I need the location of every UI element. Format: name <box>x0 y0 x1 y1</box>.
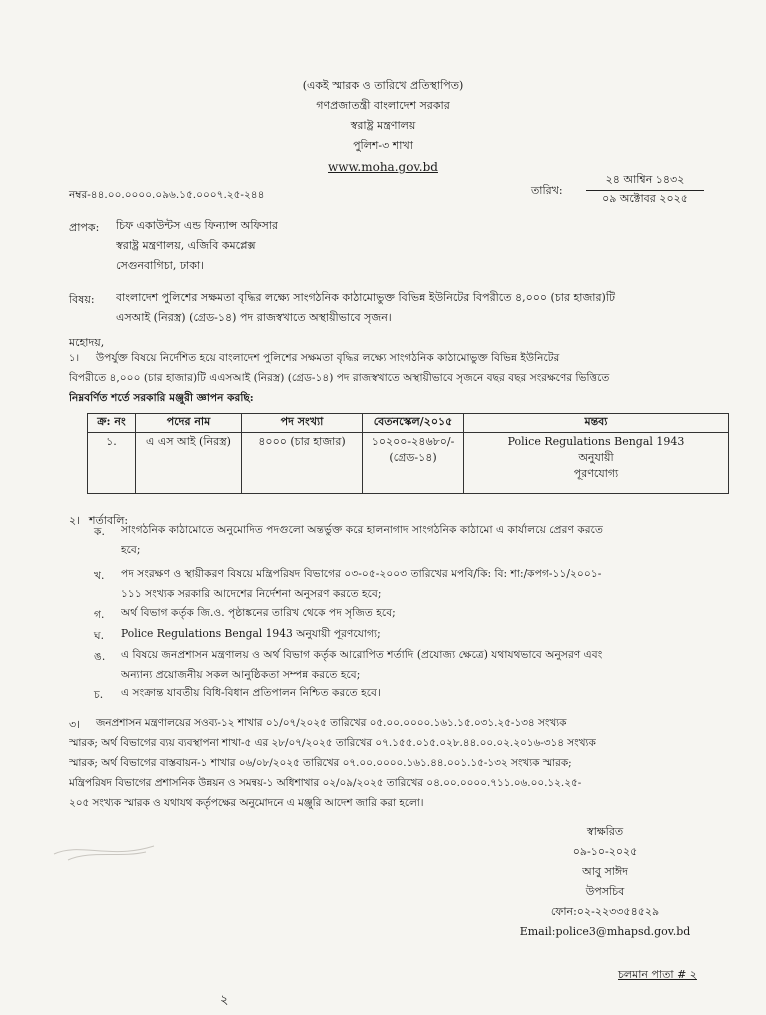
recipient-line: চিফ একাউন্টস এন্ড ফিন্যান্স অফিসার <box>116 219 279 232</box>
subject-label: বিষয়: <box>69 293 95 306</box>
condition-line: অর্থ বিভাগ কর্তৃক জি.ও. পৃষ্ঠাঙ্কনের তারিখ থেকে পদ সৃজিত হবে; <box>121 606 396 619</box>
paragraph-line: বিপরীতে ৪,০০০ (চার হাজার)টি এএসআই (নিরস্ত্র) (গ্রেড-১৪) পদ রাজস্বখাতে অস্থায়ীভাবে সৃজনে বছর বছর সংরক্ষণের ভিত্তিতে <box>69 372 610 384</box>
paragraph-number: ১। <box>69 353 80 364</box>
paragraph-line: মন্ত্রিপরিষদ বিভাগের প্রশাসনিক উন্নয়ন ও সমন্বয়-১ অধিশাখার ০২/০৯/২০২৫ তারিখের ০৪.০০.০০০০.৭১১.০৬.০০.১২.২৫- <box>69 777 582 789</box>
condition-line: সাংগঠনিক কাঠামোতে অনুমোদিত পদগুলো অন্তর্ভুক্ত করে হালনাগাদ সাংগঠনিক কাঠামো এ কার্যালয়ে প্রেরণ করতে <box>121 523 603 536</box>
condition-line: হবে; <box>121 543 141 556</box>
conditions-title: শর্তাবলি: <box>89 514 129 527</box>
cell-pay-scale <box>363 433 464 494</box>
condition-label: খ. <box>94 569 105 582</box>
condition-line: Police Regulations Bengal 1943 অনুযায়ী পূরণযোগ্য; <box>121 627 381 640</box>
signatory-phone: ফোন:০২-২২৩৩৫৪৫২৯ <box>550 905 660 918</box>
remark-line: Police Regulations Bengal 1943 <box>507 435 685 448</box>
signature-date: ০৯-১০-২০২৫ <box>572 845 638 858</box>
table-header-row <box>88 414 729 433</box>
signatory-name: আবু সাঈদ <box>582 865 628 878</box>
condition-text <box>121 564 676 604</box>
subject-line: বাংলাদেশ পুলিশের সক্ষমতা বৃদ্ধির লক্ষ্যে সাংগঠনিক কাঠামোভুক্ত বিভিন্ন ইউনিটের বিপরীতে ৪,০০০ (চার হাজার)টি <box>116 291 615 304</box>
branch-name: পুলিশ-৩ শাখা <box>353 139 413 152</box>
condition-line: অন্যান্য প্রয়োজনীয় সকল আনুষ্ঠিকতা সম্পন্ন করতে হবে; <box>121 668 361 681</box>
condition-text <box>121 520 676 560</box>
condition-line: পদ সংরক্ষণ ও স্থায়ীকরণ বিষয়ে মন্ত্রিপরিষদ বিভাগের ০৩-০৫-২০০৩ তারিখের মপবি/কি: বি: শা:/কপগ-১১/২০০১- <box>121 567 602 580</box>
posts-table <box>87 413 729 494</box>
condition-line: এ বিষয়ে জনপ্রশাসন মন্ত্রণালয় ও অর্থ বিভাগ কর্তৃক আরোপিত শর্তাদি (প্রযোজ্য ক্ষেত্রে) যথাযথভাবে অনুসরণ এবং <box>121 648 603 661</box>
table-row <box>88 433 729 494</box>
condition-line: ১১১ সংখ্যক সরকারি আদেশের নির্দেশনা অনুসরণ করতে হবে; <box>121 587 382 600</box>
paragraph-line: উপর্যুক্ত বিষয়ে নির্দেশিত হয়ে বাংলাদেশ পুলিশের সক্ষমতা বৃদ্ধির লক্ষ্যে সাংগঠনিক কাঠামোভুক্ত বিভিন্ন ইউনিটের <box>96 352 560 364</box>
paragraph-line: ২০৫ সংখ্যক স্মারক ও যথাযথ কর্তৃপক্ষের অনুমোদনে এ মঞ্জুরি আদেশ জারি করা হলো। <box>69 797 424 809</box>
paragraph-line: নিম্নবর্ণিত শর্তে সরকারি মঞ্জুরী জ্ঞাপন করছি: <box>69 392 254 404</box>
cell-post-count: ৪০০০ (চার হাজার) <box>242 433 363 494</box>
cell-remarks <box>464 433 729 494</box>
page-number: ২ <box>220 993 229 1008</box>
condition-text <box>121 603 676 623</box>
replacement-note: (একই স্মারক ও তারিখে প্রতিস্থাপিত) <box>302 79 464 92</box>
date-english: ০৯ অক্টোবর ২০২৫ <box>602 192 688 205</box>
column-header: বেতনস্কেল/২০১৫ <box>363 414 464 433</box>
cell-serial: ১. <box>88 433 136 494</box>
continuation-note: চলমান পাতা # ২ <box>618 968 697 981</box>
condition-label: ক. <box>94 525 105 538</box>
recipient-line: সেগুনবাগিচা, ঢাকা। <box>116 259 205 272</box>
condition-text <box>121 645 676 685</box>
column-header: মন্তব্য <box>464 414 729 433</box>
condition-text <box>121 683 676 703</box>
condition-label: চ. <box>94 688 104 701</box>
remark-line: পূরণযোগ্য <box>573 467 619 480</box>
memo-number: নম্বর-৪৪.০০.০০০০.০৯৬.১৫.০০০৭.২৫-২৪৪ <box>69 189 265 201</box>
paragraph-line: জনপ্রশাসন মন্ত্রণালয়ের সওব্য-১২ শাখার ০১/০৭/২০২৫ তারিখের ০৫.০০.০০০০.১৬১.১৫.০৩১.২৫-১৩৪ সংখ্যক <box>96 717 567 729</box>
recipient-address <box>116 216 278 276</box>
government-name: গণপ্রজাতন্ত্রী বাংলাদেশ সরকার <box>316 99 450 112</box>
subject-line: এসআই (নিরস্ত্র) (গ্রেড-১৪) পদ রাজস্বখাতে অস্থায়ীভাবে সৃজন। <box>116 311 392 324</box>
subject-text <box>116 288 728 328</box>
conditions-number: ২। <box>69 514 81 527</box>
paragraph-line: স্মারক; অর্থ বিভাগের বাস্তবায়ন-১ শাখার ০৬/০৮/২০২৫ তারিখের ০৭.০০.০০০০.১৬১.৪৪.০০১.১৫-১৩২ সংখ্যক স্মারক; <box>69 757 572 769</box>
paragraph-1 <box>69 348 731 408</box>
signatory-email[interactable]: Email:police3@mhapsd.gov.bd <box>519 925 691 938</box>
faint-pen-mark <box>50 836 160 866</box>
column-header: ক্র: নং <box>88 414 136 433</box>
date-bangla: ২৪ আশ্বিন ১৪৩২ <box>586 173 704 191</box>
condition-label: গ. <box>94 608 105 621</box>
recipient-label: প্রাপক: <box>69 221 100 234</box>
recipient-line: স্বরাষ্ট্র মন্ত্রণালয়, এজিবি কমপ্লেক্স <box>116 239 256 252</box>
cell-post-name: এ এস আই (নিরস্ত্র) <box>136 433 242 494</box>
condition-label: ঙ. <box>94 650 106 663</box>
paragraph-3-number: ৩। <box>69 718 81 731</box>
pay-scale-value: ১০২০০-২৪৬৮০/- <box>371 435 455 448</box>
condition-line: এ সংক্রান্ত যাবতীয় বিধি-বিধান প্রতিপালন নিশ্চিত করতে হবে। <box>121 686 381 699</box>
ministry-name: স্বরাষ্ট্র মন্ত্রণালয় <box>350 119 416 132</box>
salutation: মহোদয়, <box>69 336 105 349</box>
pay-scale-grade: (গ্রেড-১৪) <box>389 451 437 464</box>
signed-label: স্বাক্ষরিত <box>586 825 624 838</box>
signatory-designation: উপসচিব <box>585 885 625 898</box>
website-link[interactable]: www.moha.gov.bd <box>328 160 438 174</box>
condition-label: ঘ. <box>94 629 104 642</box>
date-label: তারিখ: <box>531 184 563 197</box>
remark-line: অনুযায়ী <box>578 451 614 464</box>
column-header: পদ সংখ্যা <box>242 414 363 433</box>
paragraph-line: স্মারক; অর্থ বিভাগের ব্যয় ব্যবস্থাপনা শাখা-৫ এর ২৮/০৭/২০২৫ তারিখের ০৭.১৫৫.০১৫.০২৮.৪৪.০০.০২.২০১৬-৩১৪ সংখ্যক <box>69 737 596 749</box>
column-header: পদের নাম <box>136 414 242 433</box>
signature-block <box>480 822 730 942</box>
paragraph-3 <box>69 713 731 813</box>
condition-text <box>121 624 676 644</box>
